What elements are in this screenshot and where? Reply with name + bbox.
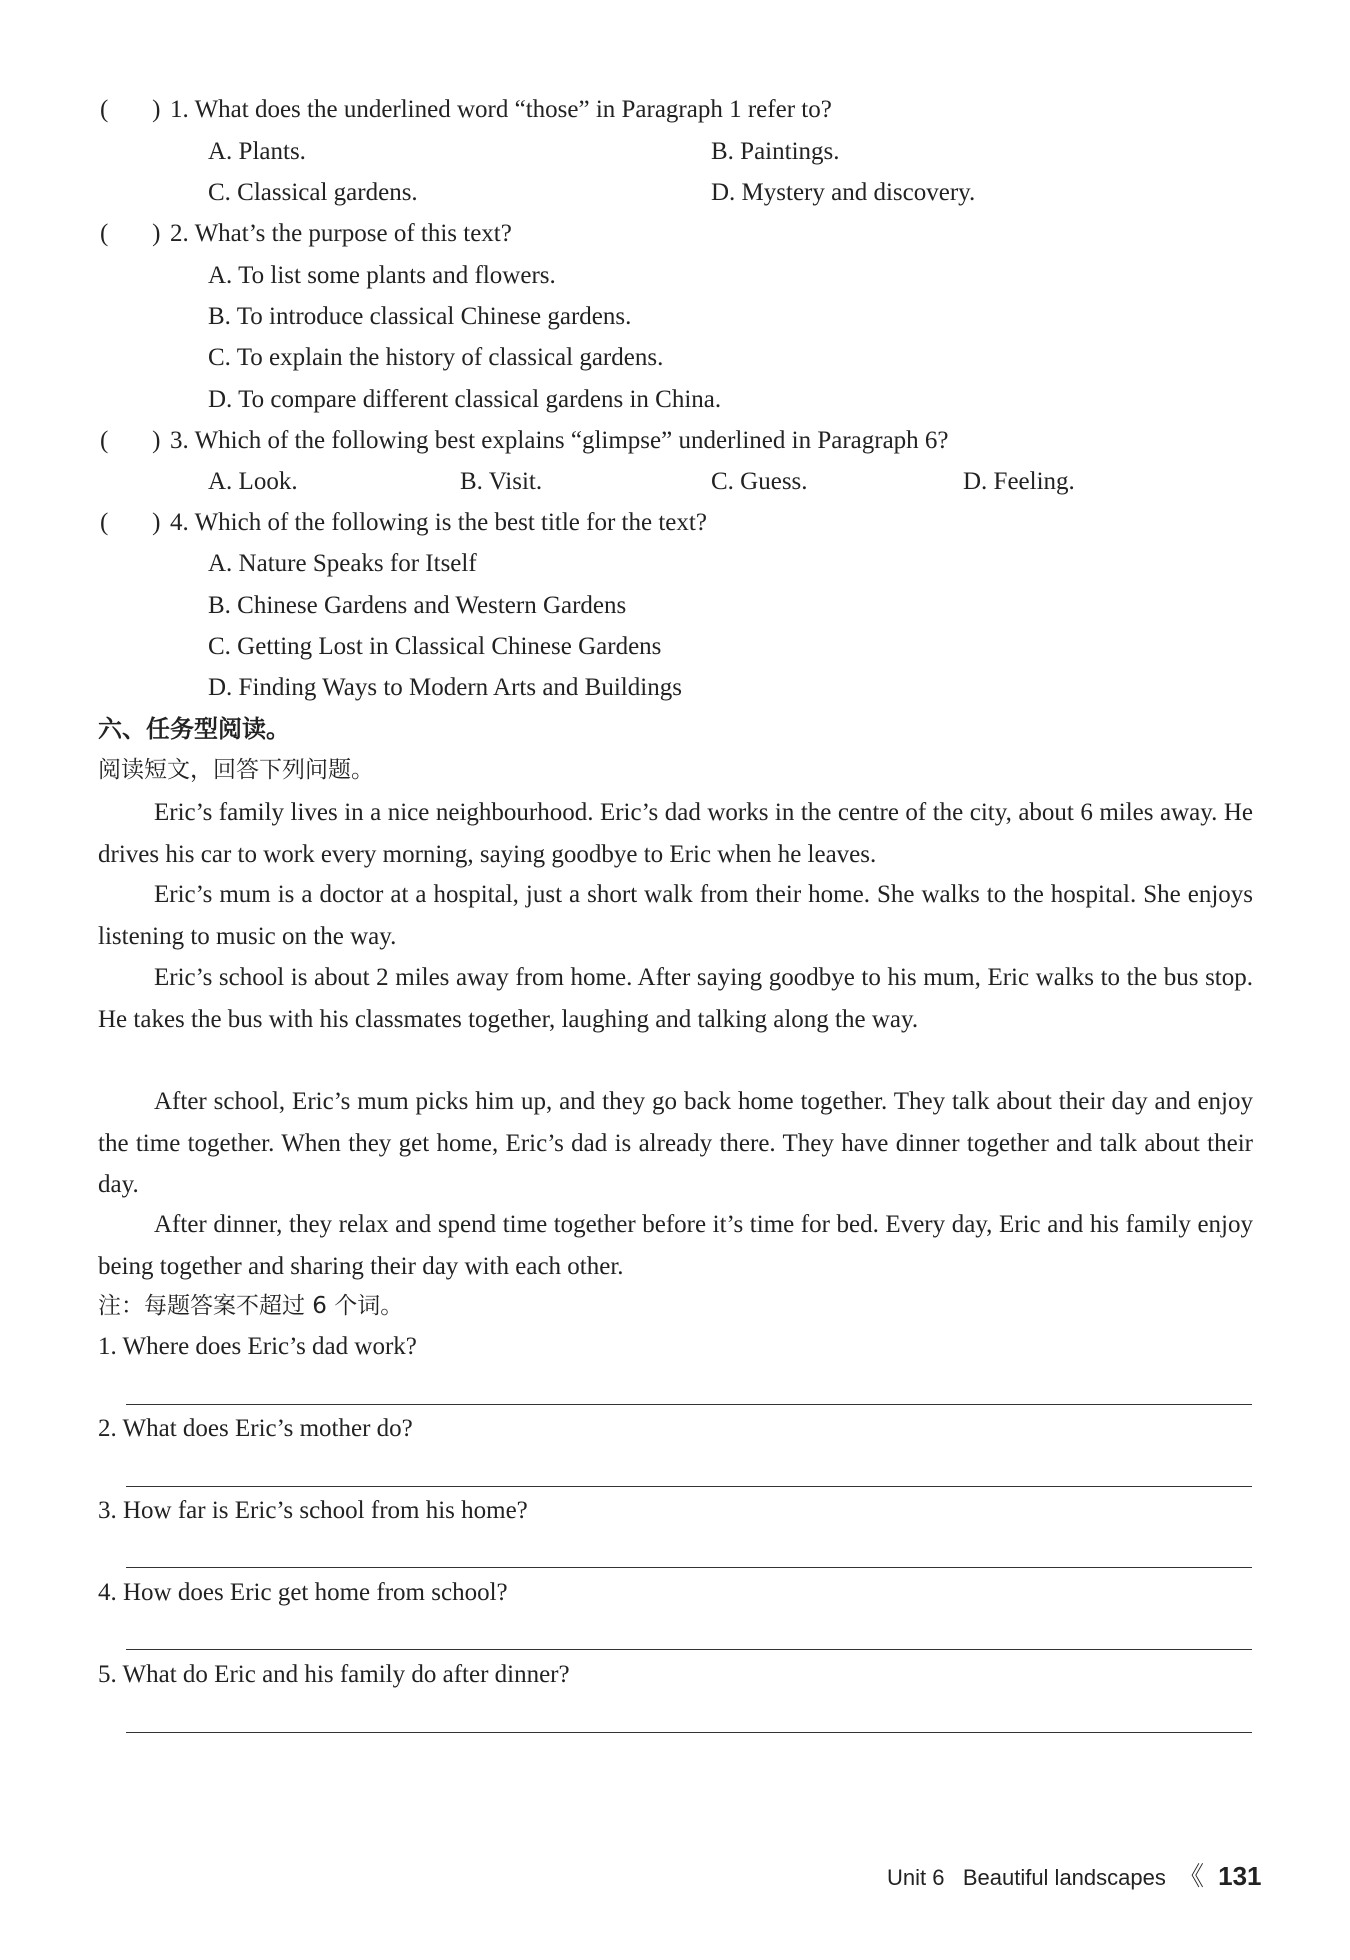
- mc-3-option-a: A. Look.: [208, 468, 298, 495]
- mc-3-option-c: C. Guess.: [711, 468, 808, 495]
- mc-2-option-a: A. To list some plants and flowers.: [208, 262, 556, 289]
- page-footer: [887, 1858, 1262, 1896]
- mc-4-option-a: A. Nature Speaks for Itself: [208, 550, 477, 577]
- mc-4-option-c: C. Getting Lost in Classical Chinese Gardens: [208, 633, 662, 660]
- answer-bracket[interactable]: ( ): [100, 96, 161, 123]
- answer-bracket[interactable]: ( ): [100, 220, 161, 247]
- question-text: What’s the purpose of this text?: [194, 220, 512, 247]
- mc-2-option-c: C. To explain the history of classical gardens.: [208, 344, 664, 371]
- answer-line-5[interactable]: [126, 1732, 1252, 1733]
- question-number: 1.: [170, 96, 189, 123]
- mc-3-option-b: B. Visit.: [460, 468, 543, 495]
- answer-line-2[interactable]: [126, 1486, 1252, 1487]
- short-question-3: 3. How far is Eric’s school from his home?: [98, 1497, 528, 1524]
- unit-label: Unit 6: [887, 1865, 945, 1890]
- question-number: 4.: [170, 509, 189, 536]
- question-text: What does the underlined word “those” in Paragraph 1 refer to?: [194, 96, 832, 123]
- mc-2-option-d: D. To compare different classical gardens in China.: [208, 386, 722, 413]
- passage-paragraph-5: After dinner, they relax and spend time together before it’s time for bed. Every day, Eric and his family enjoy being together and sharing their day with each other.: [98, 1211, 1253, 1280]
- passage-paragraph-4: After school, Eric’s mum picks him up, and they go back home together. They talk about their day and enjoy the time together. When they get home, Eric’s dad is already there. They have dinner together and talk about their day.: [98, 1088, 1253, 1198]
- passage-paragraph-1: Eric’s family lives in a nice neighbourhood. Eric’s dad works in the centre of the city, about 6 miles away. He drives his car to work every morning, saying goodbye to Eric when he leaves.: [98, 799, 1253, 868]
- chevron-left-icon: 《: [1177, 1861, 1198, 1891]
- short-question-2: 2. What does Eric’s mother do?: [98, 1415, 413, 1442]
- mc-1-option-a: A. Plants.: [208, 138, 306, 165]
- mc-1-option-c: C. Classical gardens.: [208, 179, 418, 206]
- passage-paragraph-3: Eric’s school is about 2 miles away from home. After saying goodbye to his mum, Eric walks to the bus stop. He takes the bus with his classmates together, laughing and talking along the way.: [98, 964, 1253, 1033]
- short-question-1: 1. Where does Eric’s dad work?: [98, 1333, 417, 1360]
- question-text: Which of the following best explains “glimpse” underlined in Paragraph 6?: [194, 427, 949, 454]
- question-number: 2.: [170, 220, 189, 247]
- answer-line-3[interactable]: [126, 1567, 1252, 1568]
- section-title: 六、任务型阅读。: [98, 715, 290, 743]
- answer-line-4[interactable]: [126, 1649, 1252, 1650]
- unit-title: Beautiful landscapes: [962, 1865, 1166, 1890]
- question-text: Which of the following is the best title for the text?: [194, 509, 707, 536]
- answer-bracket[interactable]: ( ): [100, 427, 161, 454]
- short-question-4: 4. How does Eric get home from school?: [98, 1579, 508, 1606]
- short-question-5: 5. What do Eric and his family do after dinner?: [98, 1661, 570, 1688]
- passage-paragraph-2: Eric’s mum is a doctor at a hospital, just a short walk from their home. She walks to the hospital. She enjoys listening to music on the way.: [98, 881, 1253, 950]
- question-number: 3.: [170, 427, 189, 454]
- answer-line-1[interactable]: [126, 1404, 1252, 1405]
- mc-4-option-b: B. Chinese Gardens and Western Gardens: [208, 592, 627, 619]
- section-instruction: 阅读短文，回答下列问题。: [98, 757, 374, 783]
- page-number: 131: [1218, 1861, 1262, 1891]
- answer-bracket[interactable]: ( ): [100, 509, 161, 536]
- mc-3-option-d: D. Feeling.: [963, 468, 1075, 495]
- mc-4-option-d: D. Finding Ways to Modern Arts and Buildings: [208, 674, 682, 701]
- mc-1-option-d: D. Mystery and discovery.: [711, 179, 976, 206]
- mc-1-option-b: B. Paintings.: [711, 138, 840, 165]
- answer-note: 注：每题答案不超过 6 个词。: [98, 1293, 404, 1319]
- mc-2-option-b: B. To introduce classical Chinese gardens.: [208, 303, 632, 330]
